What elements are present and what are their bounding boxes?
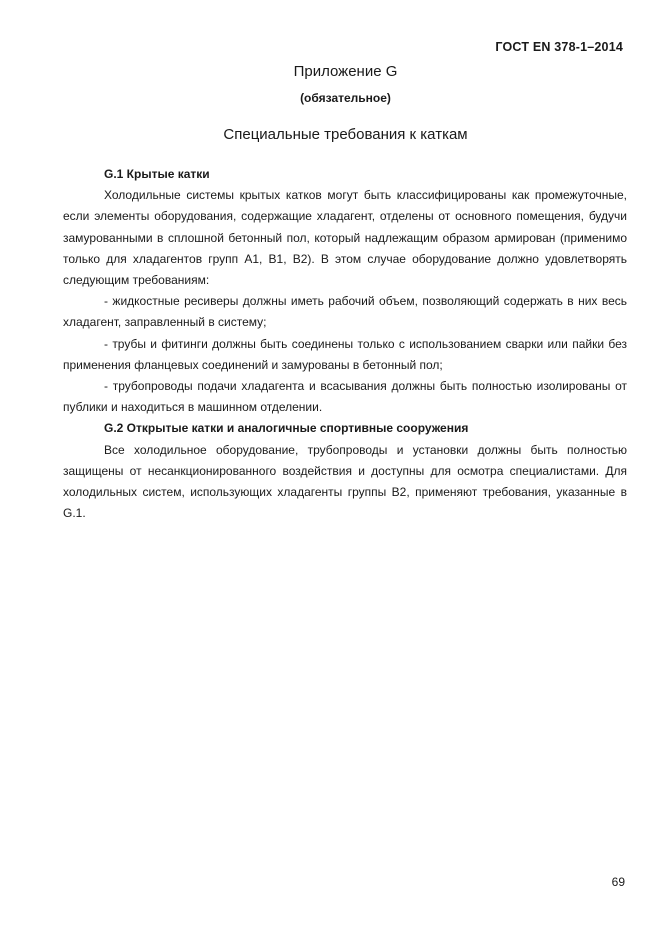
list-item: - жидкостные ресиверы должны иметь рабочий объем, позволяющий содержать в них весь хладагент, заправленный в систему; bbox=[63, 294, 627, 330]
document-code: ГОСТ EN 378-1–2014 bbox=[495, 40, 623, 54]
section-heading-g2: G.2 Открытые катки и аналогичные спортивные сооружения bbox=[104, 421, 469, 436]
section-main-title: Специальные требования к каткам bbox=[223, 126, 468, 143]
page-number: 69 bbox=[611, 875, 625, 889]
appendix-status-note: (обязательное) bbox=[300, 91, 391, 105]
paragraph: Все холодильное оборудование, трубопроводы и установки должны быть полностью защищены от несанкционированного воздействия и доступны для осмотра специалистами. Для холодильных систем, использующих хладагенты группы В2, применяют требования, указанные в G.1. bbox=[63, 442, 627, 521]
section-heading-g1: G.1 Крытые катки bbox=[104, 167, 210, 181]
list-item: - трубы и фитинги должны быть соединены только с использованием сварки или пайки без применения фланцевых соединений и замурованы в бетонный пол; bbox=[63, 336, 627, 372]
paragraph: Холодильные системы крытых катков могут быть классифицированы как промежуточные, если элементы оборудования, содержащие хладагент, отделены от основного помещения, будучи замурованными в сплошной бетонный пол, который надлежащим образом армирован (применимо только для хладагентов групп А1, В1, В2). В этом случае оборудование должно удовлетворять следующим требованиям: bbox=[63, 188, 627, 288]
document-body bbox=[63, 164, 627, 524]
list-item: - трубопроводы подачи хладагента и всасывания должны быть полностью изолированы от публики и находиться в машинном отделении. bbox=[63, 379, 627, 415]
appendix-title: Приложение G bbox=[293, 63, 398, 80]
